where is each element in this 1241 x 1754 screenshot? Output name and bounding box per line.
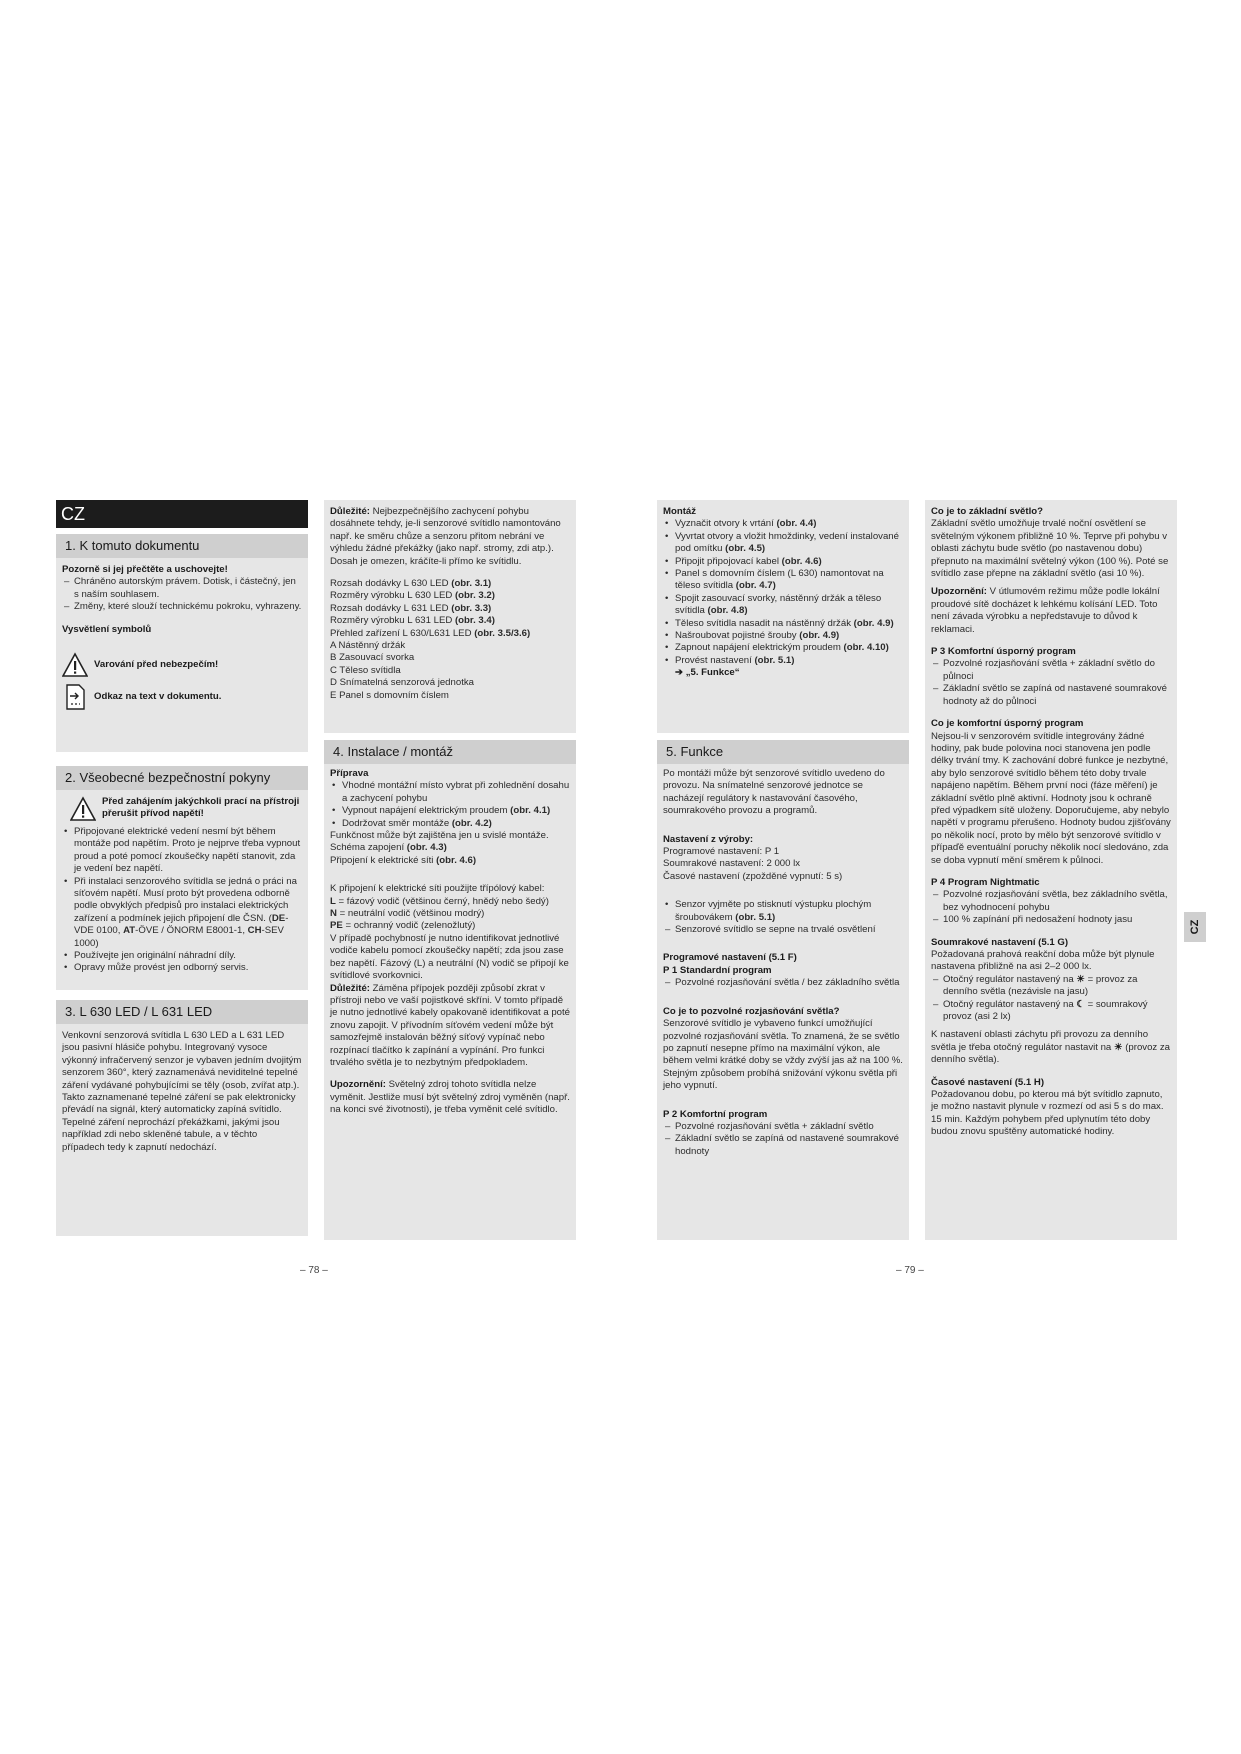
list-item: – Pozvolné rozjasňování světla + základní světlo do půlnoci (931, 658, 1171, 683)
list-item: – Otočný regulátor nastavený na ☀ = provoz za denního světla (nezávisle na jasu) (931, 974, 1171, 999)
subheading: P 2 Komfortní program (663, 1108, 768, 1120)
page-number-right: – 79 – (896, 1265, 924, 1276)
p3-list (931, 658, 1171, 708)
list-item: – Změny, které slouží technickému pokroku, vyhrazeny. (62, 601, 302, 613)
list-item: • Vypnout napájení elektrickým proudem (obr. 4.1) (330, 805, 570, 817)
warning-row (62, 796, 302, 822)
mount-list (663, 518, 903, 667)
wire-n: N = neutrální vodič (většinou modrý) (330, 908, 485, 920)
mount-block (657, 500, 909, 733)
section-4 (324, 740, 576, 1240)
list-item: • Senzor vyjměte po stisknutí výstupku plochým šroubovákem (obr. 5.1) (663, 899, 903, 924)
warning-note: Upozornění: V útlumovém režimu může podle lokální proudové sítě docházet k lehkému kolísání LED. Toto není závada výrobku a nepředstavuje to důvod k reklamaci. (931, 586, 1160, 635)
wire-l: L = fázový vodič (většinou černý, hnědý nebo šedý) (330, 895, 549, 907)
part-item: D Snímatelná senzorová jednotka (330, 677, 474, 689)
section-title: 2. Všeobecné bezpečnostní pokyny (56, 766, 308, 790)
list-item: • Vyvrtat otvory a vložit hmoždinky, vedení instalované pod omítku (obr. 4.5) (663, 531, 903, 556)
list-item: • Spojit zasouvací svorky, nástěnný držák a těleso svítidla (obr. 4.8) (663, 593, 903, 618)
sun-icon: ☀ (1076, 973, 1085, 985)
section-title: 4. Instalace / montáž (324, 740, 576, 764)
list-item: – Základní světlo se zapíná od nastavené soumrakové hodnoty až do půlnoci (931, 683, 1171, 708)
subheading: Programové nastavení (5.1 F) (663, 952, 797, 964)
text-line: Připojení k elektrické síti (obr. 4.6) (330, 854, 477, 866)
language-side-tab: CZ (1184, 912, 1206, 942)
text-line: Schéma zapojení (obr. 4.3) (330, 842, 447, 854)
list-item: – Základní světlo se zapíná od nastavené soumrakové hodnoty (663, 1133, 903, 1158)
figure-list (330, 578, 570, 640)
subheading: P 1 Standardní program (663, 964, 772, 976)
document-reference-icon (62, 684, 88, 710)
list-item: • Provést nastavení (obr. 5.1) (663, 655, 903, 667)
safety-list (62, 826, 302, 975)
subheading: Soumrakové nastavení (5.1 G) (931, 936, 1069, 948)
text-line: Soumrakové nastavení: 2 000 lx (663, 858, 801, 870)
paragraph: V případě pochybností je nutno identifikovat jednotlivé vodiče kabelu pomocí zkoušečky napětí; zda jsou zase bez napětí. Fázový (L) a neutrální (N) vodič se připojí ke svítidlové svorkovnici. (330, 932, 569, 982)
prep-list (330, 780, 570, 830)
section-2 (56, 766, 308, 990)
symbol-row (62, 652, 302, 678)
dusk-list (931, 974, 1171, 1024)
section-3 (56, 1000, 308, 1236)
column-1 (56, 500, 308, 1240)
section-title: 5. Funkce (657, 740, 909, 764)
paragraph: Požadovaná prahová reakční doba může být plynule nastavena přibližně na asi 2–2 000 lx. (931, 949, 1155, 973)
paragraph: Venkovní senzorová svítidla L 630 LED a L 631 LED jsou pasivní hlásiče pohybu. Integrovaný vysoce výkonný infračervený senzor je vybaven jedním dvojitým senzorem 360°, který zaznamenává neviditelné tepelné záření vydávané pohybujícími se těly (osob, zvířat atp.). Takto zaznamenané tepelné záření se pak elektronicky převádí na signál, který automaticky zapíná svítidlo. Tepelné záření neprochází překážkami, jakými jsou například zdi nebo skleněné tabule, a v těchto případech tedy k zapnutí nedochází. (62, 1030, 302, 1153)
list-item: • Vyznačit otvory k vrtání (obr. 4.4) (663, 518, 903, 530)
figure-ref: Rozměry výrobku L 631 LED (obr. 3.4) (330, 615, 495, 627)
list (62, 576, 302, 613)
warning-icon (70, 796, 96, 822)
paragraph: Nejsou-li v senzorovém svítidle integrovány žádné hodiny, pak bude polovina noci stanovena jen podle délky trvání tmy. K zachování dobré funkce je nezbytné, aby bylo senzorové svítidlo během této doby trvale napájeno napětím. Během první noci (fáze měření) je základní světlo plně aktivní. Hodnoty jsou k ochraně před výpadkem sítě uloženy. Doporučujeme, aby nebylo napětí v programu přerušeno. Hodnoty budou zjišťovány po několik nocí, proto by mělo být senzorové svítidlo v přípaďě eventuální poruchy několik nocí sledováno, zda se doba vypnutí mění směrem k půlnoci. (931, 730, 1171, 866)
list-item: – Pozvolné rozjasňování světla + základní světlo (663, 1121, 903, 1133)
list-item: • Dodržovat směr montáže (obr. 4.2) (330, 818, 570, 830)
symbol-label: Varování před nebezpečím! (94, 658, 219, 670)
list-item: • Připojované elektrické vedení nesmí být během montáže pod napětím. Proto je nejprve třeba vypnout proud a poté pomocí zkoušečky napětí stanovit, zda je vedení bez napětí. (62, 826, 302, 876)
warning-icon (62, 652, 88, 678)
list-item: – Chráněno autorským právem. Dotisk, i částečný, jen s naším souhlasem. (62, 576, 302, 601)
subheading: Co je to základní světlo? (931, 506, 1043, 517)
notes-block (324, 500, 576, 733)
subheading: P 4 Program Nightmatic (931, 876, 1040, 888)
section-5 (657, 740, 909, 1240)
section-1 (56, 534, 308, 752)
section-link: ➔ „5. Funkce“ (675, 667, 740, 679)
symbol-label: Odkaz na text v dokumentu. (94, 690, 222, 702)
heading: Pozorně si jej přečtěte a uschovejte! (62, 564, 228, 575)
sensor-sub (663, 924, 903, 936)
paragraph: Senzorové svítidlo je vybaveno funkcí umožňující pozvolné rozjasňování světla. To znamená, že se světlo po zapnutí nesepne přímo na maximální výkon, ale během velmi krátké doby se vždy zvýší jas až na 100 %. Stejným způsobem probíhá snižování výkonu světla při jeho vypnutí. (663, 1018, 903, 1092)
symbols-title: Vysvětlení symbolů (62, 623, 152, 635)
p4-list (931, 889, 1171, 926)
subheading: P 3 Komfortní úsporný program (931, 646, 1076, 658)
p1-list (663, 977, 903, 989)
subheading: Co je komfortní úsporný program (931, 718, 1084, 730)
important-note: Důležité: Nejbezpečnějšího zachycení pohybu dosáhnete tehdy, je-li senzorové svítidlo namontováno např. ke směru chůze a senzoru přitom nebrání ve výhledu žádné překážky (jako např. stromy, zdi atp.). Dosah je omezen, kráčíte-li přímo ke svítidlu. (330, 506, 561, 567)
list-item: • Panel s domovním číslem (L 630) namontovat na těleso svítidla (obr. 4.7) (663, 568, 903, 593)
part-item: A Nástěnný držák (330, 640, 406, 652)
list-item: – Otočný regulátor nastavený na ☾ = soumrakový provoz (asi 2 lx) (931, 999, 1171, 1024)
list-item: – 100 % zapínání při nedosažení hodnoty jasu (931, 914, 1171, 926)
list-item: – Senzorové svítidlo se sepne na trvalé osvětlení (663, 924, 903, 936)
list-item: • Těleso svítidla nasadit na nástěnný držák (obr. 4.9) (663, 618, 903, 630)
part-item: C Těleso svítidla (330, 664, 401, 676)
sensor-list (663, 899, 903, 924)
section-title: 1. K tomuto dokumentu (56, 534, 308, 558)
language-label: CZ (56, 500, 308, 528)
warning-text: Před zahájením jakýchkoli prací na přístroji přerušit přívod napětí! (102, 796, 300, 820)
paragraph: Základní světlo umožňuje trvalé noční osvětlení se světelným výkonem přibližně 10 %. Teprve při pohybu v oblasti záchytu bude světlo (po nastavenou dobu) přepnuto na maximální světelný výkon (100 %). Poté se svítidlo zase přepne na základní světlo (asi 10 %). (931, 518, 1169, 580)
subheading: Příprava (330, 768, 369, 779)
sun-icon: ☀ (1113, 1041, 1123, 1053)
text-line: Funkčnost může být zajištěna jen u svislé montáže. (330, 830, 549, 842)
column-4 (925, 500, 1177, 1240)
subheading: Nastavení z výroby: (663, 833, 754, 845)
figure-ref: Přehled zařízení L 630/L631 LED (obr. 3.5/3.6) (330, 627, 531, 639)
list-item: • Opravy může provést jen odborný servis. (62, 962, 302, 974)
moon-icon: ☾ (1076, 998, 1085, 1010)
figure-ref: Rozsah dodávky L 630 LED (obr. 3.1) (330, 578, 492, 590)
text-line: Časové nastavení (zpožděné vypnutí: 5 s) (663, 870, 843, 882)
wire-pe: PE = ochranný vodič (zelenožlutý) (330, 920, 476, 932)
figure-ref: Rozměry výrobku L 630 LED (obr. 3.2) (330, 590, 495, 602)
paragraph: K nastavení oblasti záchytu při provozu za denního světla je třeba otočný regulátor nastavit na ☀ (provoz za denního světla). (931, 1029, 1171, 1066)
parts-list (330, 640, 570, 702)
column-3 (657, 500, 909, 1240)
paragraph: Požadovanou dobu, po kterou má být svítidlo zapnuto, je možno nastavit plynule v rozmezí od asi 5 s do max. 15 min. Každým pohybem před uplynutím této doby budou znovu spuštěny automatické hodiny. (931, 1089, 1164, 1138)
page-number-left: – 78 – (300, 1265, 328, 1276)
list-item: • Používejte jen originální náhradní díly. (62, 950, 302, 962)
p2-list (663, 1121, 903, 1158)
column-2 (324, 500, 576, 1240)
list-item: • Našroubovat pojistné šrouby (obr. 4.9) (663, 630, 903, 642)
important-note: Důležité: Záměna přípojek později způsobí zkrat v přístroji nebo ve vaší pojistkové skříni. V tomto případě je nutno jednotlivé kabely opakovaně identifikovat a poté znovu zapojit. V přívodním síťovém vedení může být samozřejmě instalován běžný síťový vypínač nebo rozpínací tlačítko k zapínání a vypínání. Pro funkci trvalého světla je to nezbytným předpokladem. (330, 982, 571, 1068)
text-line: K připojení k elektrické síti použijte třípólový kabel: (330, 883, 545, 895)
part-item: E Panel s domovním číslem (330, 689, 449, 701)
subheading: Co je to pozvolné rozjasňování světla? (663, 1005, 840, 1017)
list-item: • Vhodné montážní místo vybrat při zohlednění dosahu a zachycení pohybu (330, 780, 570, 805)
paragraph: Po montáži může být senzorové svítidlo uvedeno do provozu. Na snímatelné senzorové jednotce se nacházejí regulátory k nastavování časového, soumrakového provozu a programů. (663, 768, 885, 817)
list-item: • Zapnout napájení elektrickým proudem (obr. 4.10) (663, 642, 903, 654)
symbol-row (62, 684, 302, 710)
part-item: B Zasouvací svorka (330, 652, 415, 664)
list-item: • Připojit připojovací kabel (obr. 4.6) (663, 556, 903, 568)
subheading: Časové nastavení (5.1 H) (931, 1076, 1045, 1088)
list-item: – Pozvolné rozjasňování světla / bez základního světla (663, 977, 903, 989)
subheading: Montáž (663, 506, 697, 517)
section-title: 3. L 630 LED / L 631 LED (56, 1000, 308, 1024)
warning-note: Upozornění: Světelný zdroj tohoto svítidla nelze vyměnit. Jestliže musí být světelný zdroj vyměněn (např. na konci své životnosti), je třeba vyměnit celé svítidlo. (330, 1079, 570, 1116)
list-item: • Při instalaci senzorového svítidla se jedná o práci na síťovém napětí. Musí proto být provedena odborně podle obvyklých předpisů pro instalaci elektrických zařízení a podmínek jejich připojení dle ČSN. (DE-VDE 0100, AT-ÖVE / ÖNORM E8001-1, CH-SEV 1000) (62, 876, 302, 950)
list-item: – Pozvolné rozjasňování světla, bez základního světla, bez vyhodnocení pohybu (931, 889, 1171, 914)
text-line: Programové nastavení: P 1 (663, 846, 780, 858)
figure-ref: Rozsah dodávky L 631 LED (obr. 3.3) (330, 602, 492, 614)
